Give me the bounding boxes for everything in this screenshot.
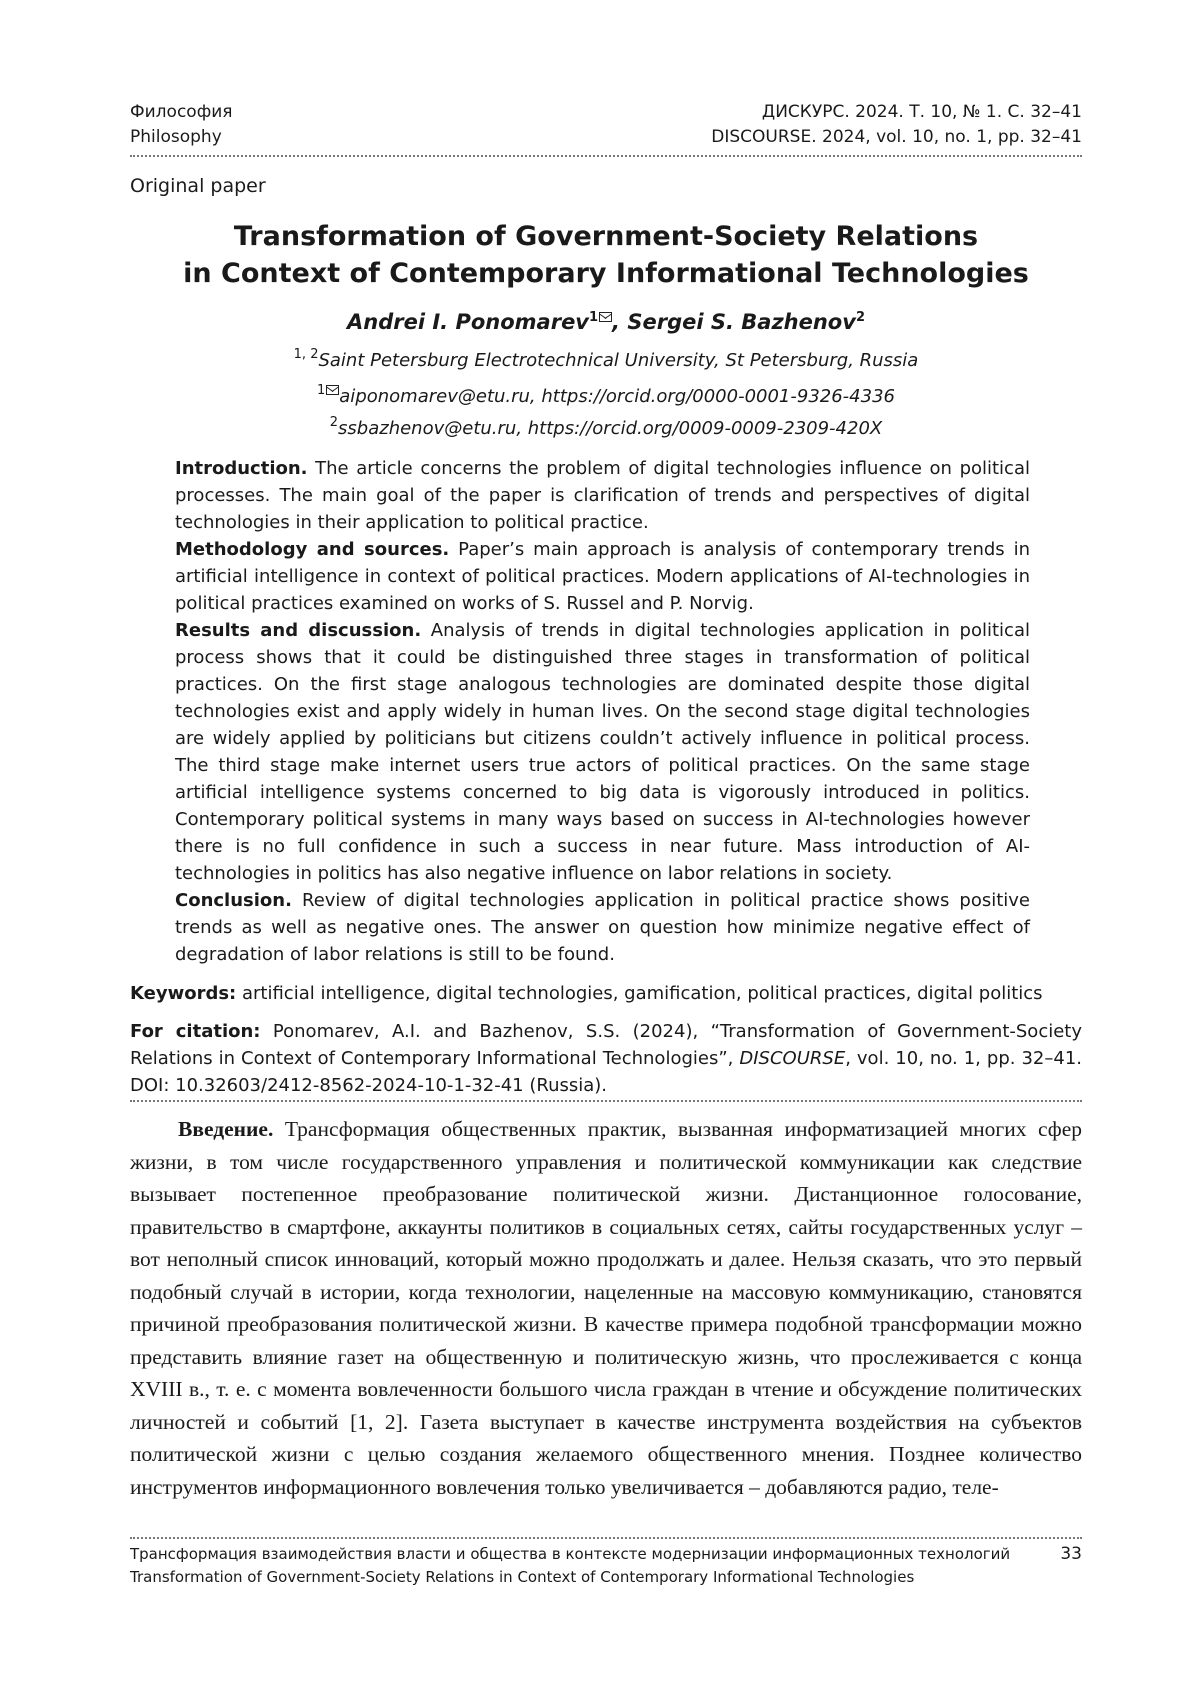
author-ponomarev: Andrei I. Ponomarev [347,310,589,334]
journal-ref-en: DISCOURSE. 2024, vol. 10, no. 1, pp. 32–41 [711,127,1082,147]
page-number: 33 [1060,1544,1082,1564]
author-bazhenov: Sergei S. Bazhenov [627,310,856,334]
introduction-text: The article concerns the problem of digital technologies influence on political processes. The main goal of the paper is clarification of trends and perspectives of digital technologies in their application to political practice. [175,458,1030,533]
author-separator: , [612,310,628,334]
author-list [130,310,1082,334]
footer-title-ru: Трансформация взаимодействия власти и общества в контексте модернизации информационных технологий [130,1545,1011,1563]
contact2-sup: 2 [329,415,339,430]
affiliation-sup: 1, 2 [293,347,319,362]
results-label: Results and discussion. [175,620,422,641]
citation-text-after: , vol. 10, no. 1, pp. 32–41. DOI: 10.32603/2412-8562-2024-10-1-32-41 (Russia). [130,1048,1082,1096]
citation-journal: DISCOURSE [739,1048,846,1069]
body-lead: Введение. [178,1117,274,1141]
abstract [175,455,1030,968]
abstract-introduction [175,455,1030,536]
citation-text-before: Ponomarev, A.I. and Bazhenov, S.S. (2024), “Transformation of Government-Society Relations in Context of Contemporary Informational Technologies”, [130,1021,1082,1069]
contact1-sup: 1 [317,383,326,398]
methodology-text: Paper’s main approach is analysis of contemporary trends in artificial intelligence in context of political practices. Modern applications of AI-technologies in political practices examined on works of S. Russel and P. Norvig. [175,539,1030,614]
running-footer [130,1543,1082,1589]
article-title [130,218,1082,292]
author2-affil-sup: 2 [855,310,865,325]
citation-divider [130,1100,1082,1102]
affiliation-text: Saint Petersburg Electrotechnical University, St Petersburg, Russia [318,350,919,371]
footer-divider [130,1537,1082,1539]
abstract-results [175,617,1030,887]
keywords-text: artificial intelligence, digital technologies, gamification, political practices, digital politics [236,983,1043,1004]
introduction-label: Introduction. [175,458,308,479]
journal-ref-ru: ДИСКУРС. 2024. Т. 10, № 1. С. 32–41 [761,102,1082,122]
citation [130,1018,1082,1099]
conclusion-label: Conclusion. [175,890,292,911]
body-text: Трансформация общественных практик, вызванная информатизацией многих сфер жизни, в том числе государственного управления и политической коммуникации как следствие вызывает постепенное преобразование политической жизни. Дистанционное голосование, правительство в смартфоне, аккаунты политиков в социальных сетях, сайты государственных услуг – вот неполный список инноваций, который можно продолжать и далее. Нельзя сказать, что это первый подобный случай в истории, когда технологии, нацеленные на массовую коммуникацию, становятся причиной преобразования политической жизни. В качестве примера подобной трансформации можно представить влияние газет на общественную и политическую жизнь, что прослеживается с конца XVIII в., т. е. с момента вовлеченности большого числа граждан в чтение и обсуждение политических личностей и событий [1, 2]. Газета выступает в качестве инструмента воздействия на субъектов политической жизни с целью создания желаемого общественного мнения. Позднее количество инструментов информационного вовлечения только увеличивается – добавляются радио, теле- [130,1117,1082,1499]
conclusion-text: Review of digital technologies application in political practice shows positive trends as well as negative ones. The answer on question how minimize negative effect of degradation of labor relations is still to be found. [175,890,1030,965]
contact-bazhenov [130,415,1082,439]
paper-type: Original paper [130,175,266,197]
section-name-ru: Философия [130,102,233,122]
section-name-en: Philosophy [130,127,222,147]
envelope-icon [599,312,612,322]
abstract-conclusion [175,887,1030,968]
contact1-text[interactable]: aiponomarev@etu.ru, https://orcid.org/0000-0001-9326-4336 [339,386,895,407]
keywords-label: Keywords: [130,983,237,1004]
keywords [130,980,1082,1007]
affiliation [130,347,1082,371]
title-line-2: in Context of Contemporary Informational Technologies [183,258,1029,289]
contact2-text[interactable]: ssbazhenov@etu.ru, https://orcid.org/0009-0009-2309-420X [338,418,883,439]
contact-ponomarev [130,385,1082,407]
citation-label: For citation: [130,1021,261,1042]
abstract-methodology [175,536,1030,617]
body-paragraph [130,1113,1082,1503]
title-line-1: Transformation of Government-Society Relations [233,221,979,252]
methodology-label: Methodology and sources. [175,539,450,560]
header-divider [130,155,1082,157]
results-text: Analysis of trends in digital technologies application in political process shows that it could be distinguished three stages in transformation of political practices. On the first stage analogous technologies are dominated despite those digital technologies exist and apply widely in human lives. On the second stage digital technologies are widely applied by politicians but citizens couldn’t actively influence in political process. The third stage make internet users true actors of political practices. On the same stage artificial intelligence systems concerned to big data is vigorously introduced in politics. Contemporary political systems in many ways based on success in AI-technologies however there is no full confidence in such a success in near future. Mass introduction of AI-technologies in politics has also negative influence on labor relations in society. [175,620,1030,884]
footer-title-en: Transformation of Government-Society Relations in Context of Contemporary Informational Technologies [130,1568,915,1586]
author1-affil-sup: 1 [589,310,599,325]
running-header [130,100,1082,150]
envelope-icon [326,385,339,395]
